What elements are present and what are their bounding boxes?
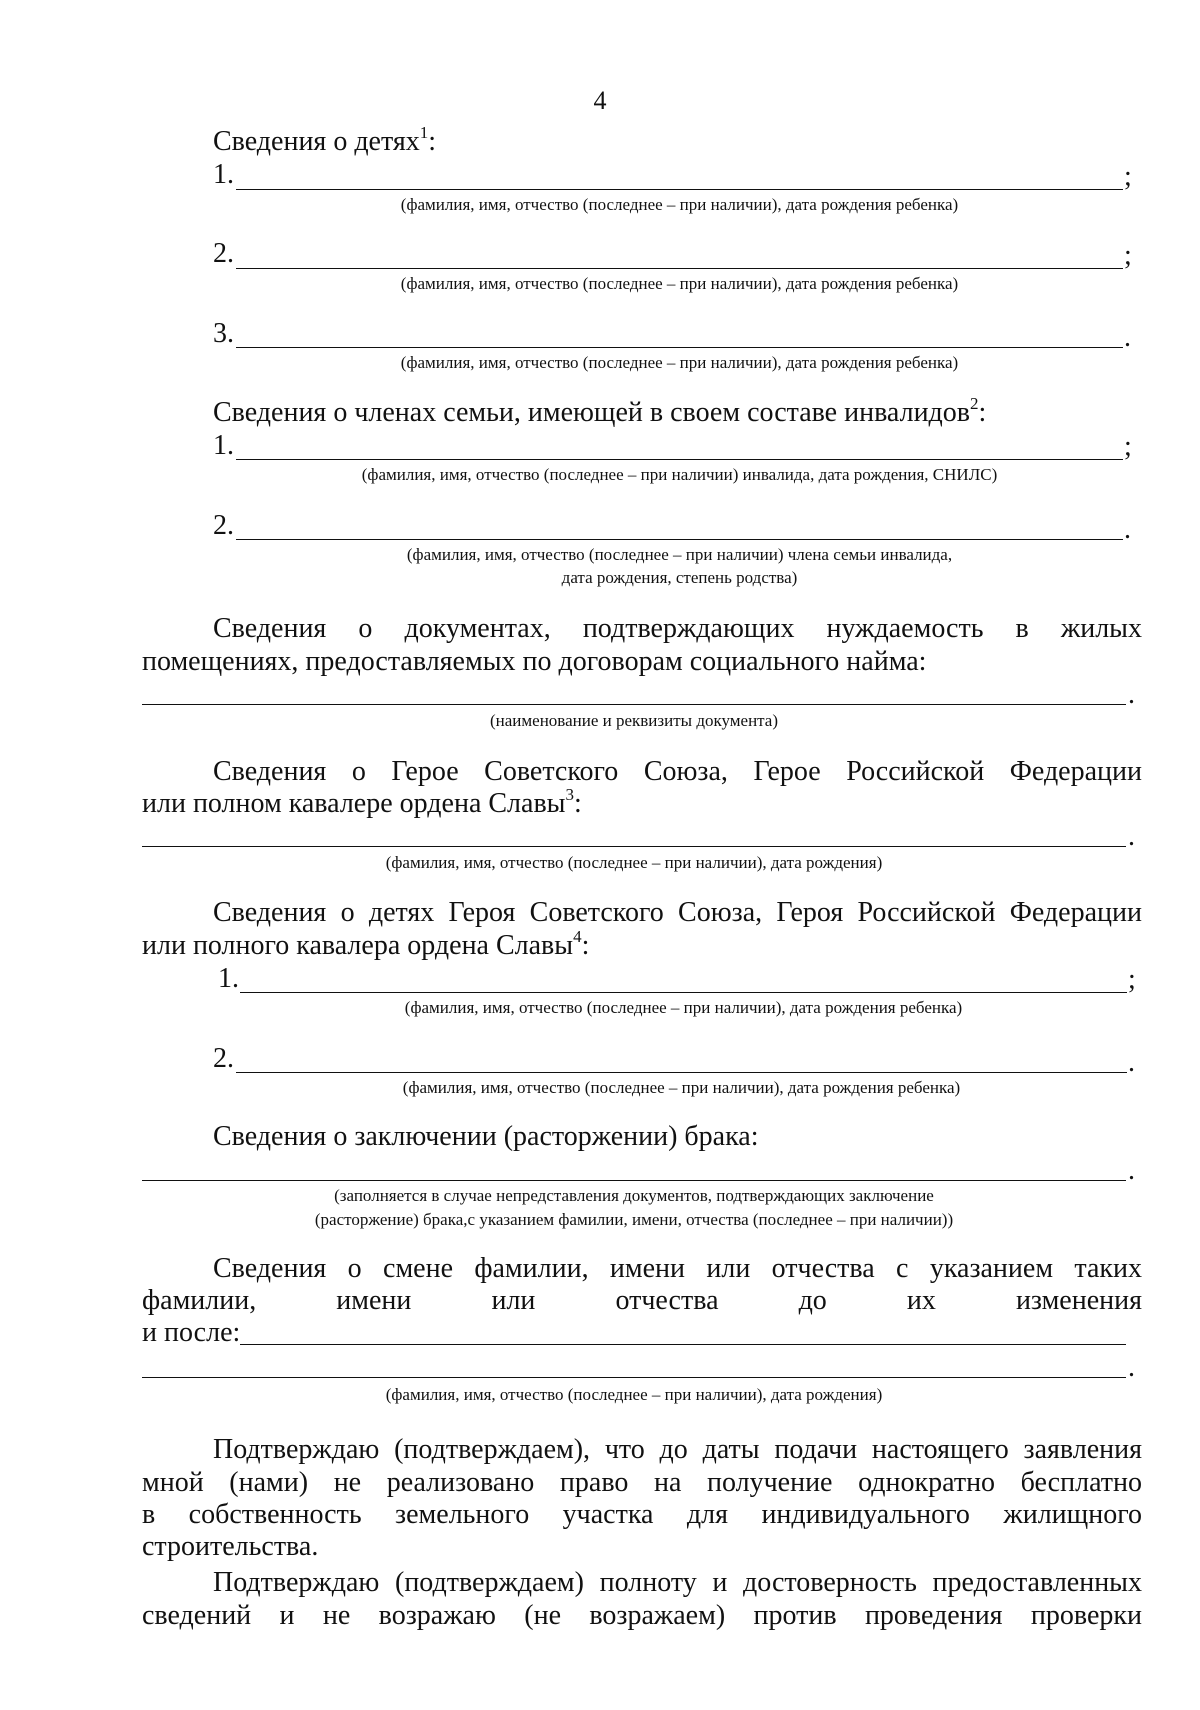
hero-field[interactable] (142, 846, 1126, 847)
children-row-1-caption: (фамилия, имя, отчество (последнее – при наличии), дата рождения ребенка) (400, 195, 959, 214)
hero-children-row-2-number: 2. (213, 1043, 234, 1074)
confirm1-line2: мной (нами) не реализовано право на получение однократно бесплатно (142, 1467, 1142, 1498)
hero-children-row-2-end: . (1128, 1047, 1135, 1078)
children-row-3-caption: (фамилия, имя, отчество (последнее – при наличии), дата рождения ребенка) (400, 353, 959, 372)
disabled-row-2-caption-line2: дата рождения, степень родства) (561, 568, 798, 587)
name-change-caption: (фамилия, имя, отчество (последнее – при наличии), дата рождения) (385, 1385, 883, 1404)
hero-caption: (фамилия, имя, отчество (последнее – при наличии), дата рождения) (385, 853, 883, 872)
footnote-ref: 1 (419, 123, 429, 142)
disabled-row-1-field[interactable] (236, 459, 1123, 460)
disabled-row-2-caption-line1: (фамилия, имя, отчество (последнее – при наличии) члена семьи инвалида, (406, 545, 953, 564)
children-heading-text: Сведения о детях (213, 126, 420, 157)
confirm1-line3: в собственность земельного участка для индивидуального жилищного (142, 1499, 1142, 1530)
name-change-text-line3: и после: (142, 1317, 241, 1348)
children-row-1-end: ; (1124, 161, 1132, 192)
footnote-ref: 2 (970, 394, 979, 413)
name-change-field-2[interactable] (142, 1377, 1126, 1378)
children-row-2-end: ; (1124, 240, 1132, 271)
disabled-row-2-number: 2. (213, 510, 234, 541)
name-change-text-line1: Сведения о смене фамилии, имени или отчества с указанием таких (213, 1253, 1142, 1284)
confirm2-line1: Подтверждаю (подтверждаем) полноту и достоверность предоставленных (213, 1567, 1142, 1598)
footnote-ref: 3 (565, 785, 574, 804)
hero-text-line2 (142, 785, 582, 820)
heading-colon: : (581, 930, 590, 961)
documents-caption: (наименование и реквизиты документа) (489, 711, 779, 730)
hero-children-text-line2 (142, 927, 590, 962)
confirm1-line1: Подтверждаю (подтверждаем), что до даты подачи настоящего заявления (213, 1434, 1142, 1465)
documents-text-line2: помещениях, предоставляемых по договорам социального найма: (142, 646, 927, 677)
documents-field[interactable] (142, 704, 1126, 705)
confirm2-line2: сведений и не возражаю (не возражаем) против проведения проверки (142, 1600, 1142, 1631)
children-row-3-number: 3. (213, 318, 234, 349)
name-change-field-1[interactable] (240, 1344, 1126, 1345)
children-row-3-end: . (1124, 322, 1131, 353)
disabled-row-2-end: . (1124, 514, 1131, 545)
children-row-2-number: 2. (213, 238, 234, 269)
documents-text-line1: Сведения о документах, подтверждающих нуждаемость в жилых (213, 613, 1142, 644)
name-change-end: . (1128, 1352, 1135, 1383)
name-change-text-line2: фамилии, имени или отчества до их изменения (142, 1285, 1142, 1316)
marriage-caption-line2: (расторжение) брака,с указанием фамилии, имени, отчества (последнее – при наличии)) (314, 1210, 954, 1229)
children-row-1-number: 1. (213, 159, 234, 190)
marriage-caption-line1: (заполняется в случае непредставления документов, подтверждающих заключение (334, 1186, 934, 1205)
hero-children-row-1-field[interactable] (240, 992, 1127, 993)
hero-children-text-line2-main: или полного кавалера ордена Славы (142, 930, 574, 961)
hero-children-row-1-number: 1. (218, 963, 239, 994)
children-heading (213, 123, 437, 158)
disabled-heading-text: Сведения о членах семьи, имеющей в своем составе инвалидов (213, 397, 971, 428)
marriage-heading: Сведения о заключении (расторжении) брака: (213, 1121, 759, 1152)
hero-children-row-1-caption: (фамилия, имя, отчество (последнее – при наличии), дата рождения ребенка) (404, 998, 963, 1017)
confirm1-line4: строительства. (142, 1531, 319, 1562)
children-row-1-field[interactable] (236, 189, 1123, 190)
heading-colon: : (574, 788, 582, 819)
children-row-3-field[interactable] (236, 347, 1123, 348)
hero-children-row-1-end: ; (1128, 964, 1136, 995)
disabled-row-2-field[interactable] (236, 539, 1123, 540)
page-number: 4 (593, 86, 607, 115)
disabled-heading (213, 394, 987, 429)
disabled-row-1-end: ; (1124, 431, 1132, 462)
disabled-row-1-caption: (фамилия, имя, отчество (последнее – при наличии) инвалида, дата рождения, СНИЛС) (361, 465, 998, 484)
children-row-2-caption: (фамилия, имя, отчество (последнее – при наличии), дата рождения ребенка) (400, 274, 959, 293)
hero-text-line2-main: или полном кавалере ордена Славы (142, 788, 566, 819)
children-row-2-field[interactable] (236, 268, 1123, 269)
hero-children-row-2-field[interactable] (236, 1072, 1127, 1073)
hero-text-line1: Сведения о Герое Советского Союза, Герое Российской Федерации (213, 756, 1142, 787)
footnote-ref: 4 (573, 927, 582, 946)
disabled-row-1-number: 1. (213, 430, 234, 461)
documents-end: . (1128, 679, 1135, 710)
hero-children-row-2-caption: (фамилия, имя, отчество (последнее – при наличии), дата рождения ребенка) (402, 1078, 961, 1097)
hero-children-text-line1: Сведения о детях Героя Советского Союза, Героя Российской Федерации (213, 897, 1142, 928)
heading-colon: : (978, 397, 987, 428)
marriage-end: . (1128, 1155, 1135, 1186)
heading-colon: : (428, 126, 437, 157)
marriage-field[interactable] (142, 1180, 1126, 1181)
hero-end: . (1128, 821, 1135, 852)
